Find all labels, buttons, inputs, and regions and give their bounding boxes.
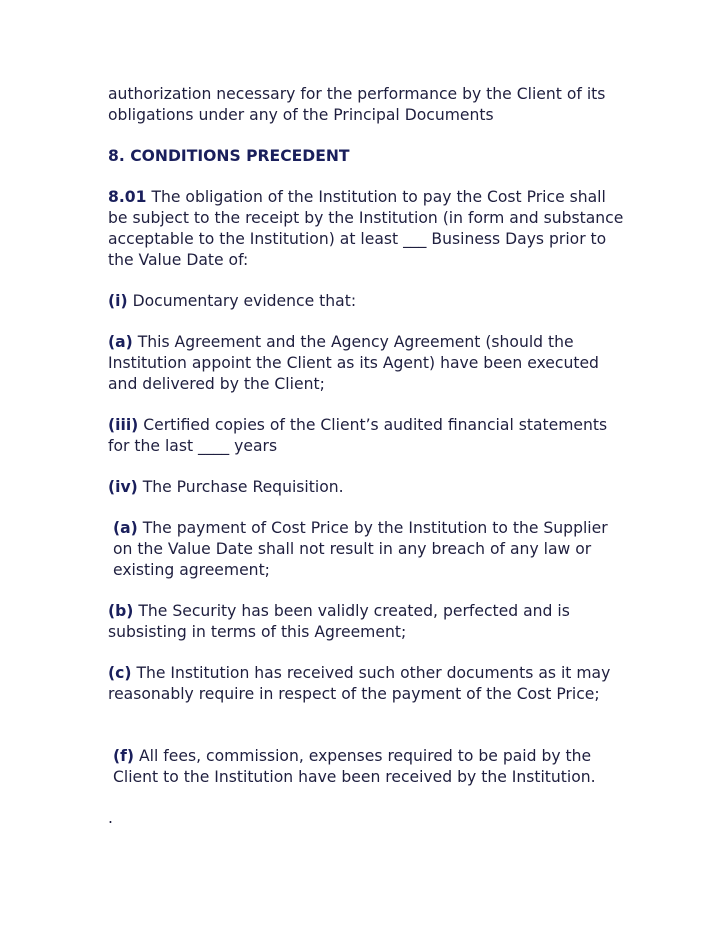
- clause-label: (iv): [108, 478, 138, 496]
- clause-a: [108, 332, 628, 395]
- clause-c: [108, 663, 628, 705]
- clause-i: [108, 291, 628, 312]
- clause-iv: [108, 477, 628, 498]
- clause-label: 8.01: [108, 188, 147, 206]
- clause-text: Documentary evidence that:: [127, 292, 357, 310]
- clause-b: [108, 601, 628, 643]
- clause-label: (b): [108, 602, 134, 620]
- clause-label: (i): [108, 292, 128, 310]
- clause-label: (a): [108, 333, 133, 351]
- clause-label: (iii): [108, 416, 139, 434]
- document-page: [108, 84, 628, 829]
- clause-text: The Purchase Requisition.: [137, 478, 344, 496]
- clause-text: All fees, commission, expenses required to be paid by the Client to the Institution have been received by the Institution.: [113, 747, 596, 786]
- clause-a-second: [108, 518, 628, 581]
- clause-iii: [108, 415, 628, 457]
- clause-text: This Agreement and the Agency Agreement (should the Institution appoint the Client as its Agent) have been executed and delivered by the Client;: [108, 333, 599, 393]
- clause-text: Certified copies of the Client’s audited financial statements for the last ____ years: [108, 416, 608, 455]
- clause-text: The obligation of the Institution to pay the Cost Price shall be subject to the receipt by the Institution (in form and substance acceptable to the Institution) at least ___ Business Days prior to the Value Date of:: [108, 188, 624, 269]
- section-heading: 8. CONDITIONS PRECEDENT: [108, 147, 350, 165]
- clause-text: The Security has been validly created, perfected and is subsisting in terms of this Agreement;: [108, 602, 570, 641]
- trailing-period: .: [108, 809, 113, 827]
- clause-f: [108, 746, 628, 788]
- intro-paragraph: authorization necessary for the performance by the Client of its obligations under any of the Principal Documents: [108, 85, 606, 124]
- clause-label: (f): [113, 747, 135, 765]
- clause-8-01: [108, 187, 628, 271]
- clause-text: The payment of Cost Price by the Institution to the Supplier on the Value Date shall not result in any breach of any law or existing agreement;: [113, 519, 608, 579]
- blank-gap: [108, 725, 628, 746]
- clause-label: (a): [113, 519, 138, 537]
- clause-text: The Institution has received such other documents as it may reasonably require in respect of the payment of the Cost Price;: [108, 664, 611, 703]
- clause-label: (c): [108, 664, 132, 682]
